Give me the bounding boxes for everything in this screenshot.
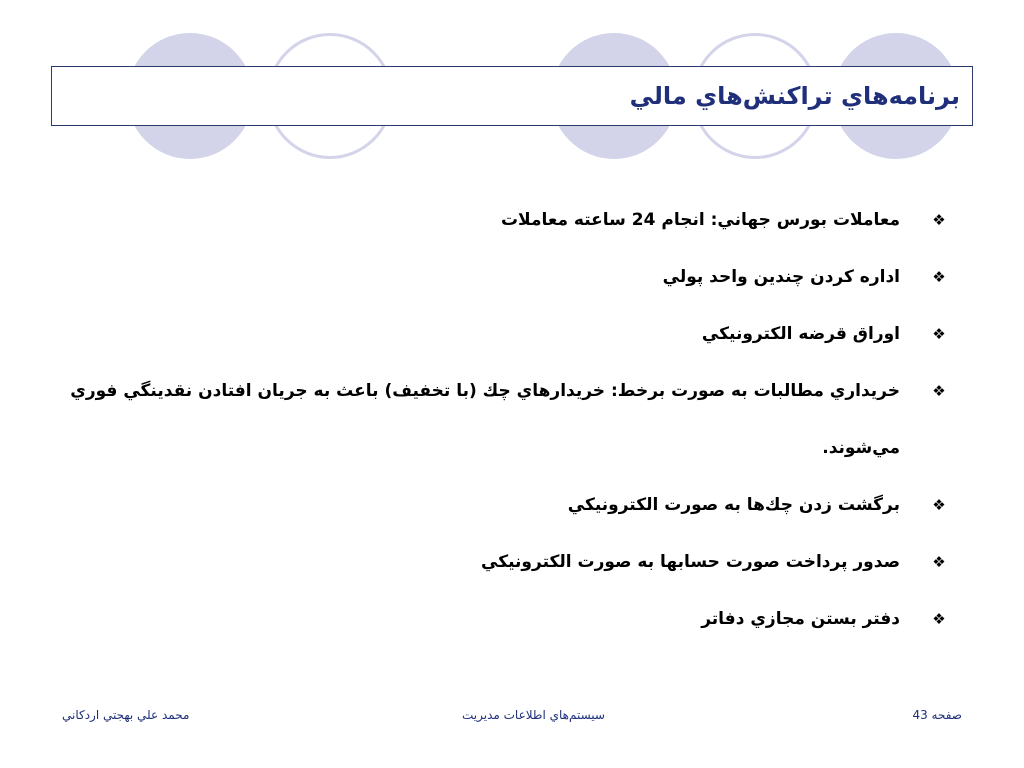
slide-title-box	[51, 66, 973, 126]
bullet-text: صدور پرداخت صورت حسابها به صورت الكترونيكي	[481, 552, 900, 572]
bullet-text: معاملات بورس جهاني: انجام 24 ساعته معاملات	[500, 210, 900, 230]
bullet-text: اداره كردن چندين واحد پولي	[662, 267, 900, 287]
slide-title: برنامه‌هاي تراكنش‌هاي مالي	[629, 82, 960, 110]
bullet-text: دفتر بستن مجازي دفاتر	[701, 609, 900, 629]
bullet-text: برگشت زدن چك‌ها به صورت الكترونيكي	[567, 495, 900, 515]
bullet-item	[70, 477, 950, 534]
bullet-list	[70, 192, 950, 648]
diamond-bullet-icon: ❖	[932, 211, 946, 229]
diamond-bullet-icon: ❖	[932, 382, 946, 400]
diamond-bullet-icon: ❖	[932, 325, 946, 343]
bullet-item	[70, 363, 950, 477]
bullet-item	[70, 534, 950, 591]
diamond-bullet-icon: ❖	[932, 268, 946, 286]
bullet-item	[70, 192, 950, 249]
diamond-bullet-icon: ❖	[932, 553, 946, 571]
footer-page-number: صفحه 43	[912, 708, 962, 722]
bullet-item	[70, 591, 950, 648]
footer-course-title: سيستم‌هاي اطلاعات مديريت	[462, 708, 605, 722]
diamond-bullet-icon: ❖	[932, 610, 946, 628]
footer-author: محمد علي بهجتي اردكاني	[62, 708, 190, 722]
bullet-item	[70, 306, 950, 363]
bullet-text: اوراق قرضه الكترونيكي	[701, 324, 900, 344]
bullet-text: خريداري مطالبات به صورت برخط: خريدارهاي چك (با تخفيف) باعث به جريان افتادن نقدينگي فوري مي‌شوند.	[70, 381, 900, 458]
diamond-bullet-icon: ❖	[932, 496, 946, 514]
bullet-item	[70, 249, 950, 306]
